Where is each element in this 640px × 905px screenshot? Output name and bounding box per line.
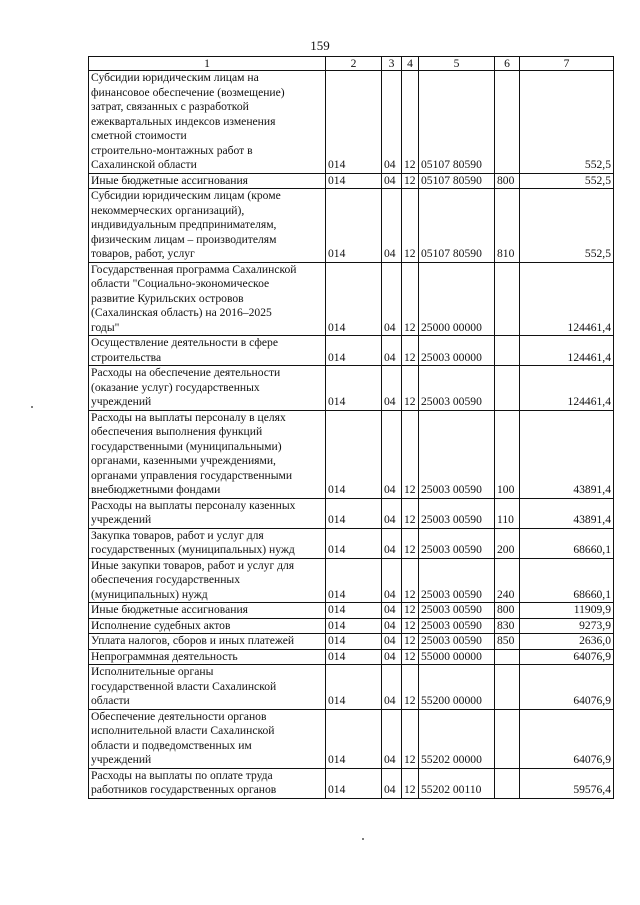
row-section-code: 04 (382, 618, 402, 634)
row-name: Иные закупки товаров, работ и услуг для обеспечения государственных (муниципальных) нужд (89, 558, 326, 603)
header-col-2: 2 (326, 57, 382, 71)
table-row (89, 618, 614, 634)
table-row (89, 603, 614, 619)
row-ministry-code: 014 (326, 709, 382, 768)
row-expense-type (495, 336, 520, 366)
row-section-code: 04 (382, 528, 402, 558)
row-amount: 11909,9 (520, 603, 614, 619)
row-target-article: 55000 00000 (419, 649, 495, 665)
row-amount: 124461,4 (520, 336, 614, 366)
table-row (89, 709, 614, 768)
row-ministry-code: 014 (326, 262, 382, 336)
row-subsection-code: 12 (402, 189, 419, 263)
row-amount: 43891,4 (520, 410, 614, 498)
row-subsection-code: 12 (402, 71, 419, 174)
row-name: Исполнение судебных актов (89, 618, 326, 634)
row-name: Закупка товаров, работ и услуг для государственных (муниципальных) нужд (89, 528, 326, 558)
row-amount: 124461,4 (520, 262, 614, 336)
row-amount: 68660,1 (520, 528, 614, 558)
row-subsection-code: 12 (402, 262, 419, 336)
row-expense-type (495, 768, 520, 798)
row-target-article: 25003 00590 (419, 618, 495, 634)
row-target-article: 05107 80590 (419, 189, 495, 263)
row-ministry-code: 014 (326, 618, 382, 634)
row-subsection-code: 12 (402, 558, 419, 603)
table-row (89, 189, 614, 263)
row-target-article: 55200 00000 (419, 665, 495, 710)
page-number: 159 (310, 38, 330, 53)
row-amount: 124461,4 (520, 366, 614, 411)
row-section-code: 04 (382, 336, 402, 366)
row-subsection-code: 12 (402, 709, 419, 768)
row-target-article: 25003 00590 (419, 634, 495, 650)
table-row (89, 71, 614, 174)
row-ministry-code: 014 (326, 189, 382, 263)
row-name: Расходы на выплаты персоналу казенных учреждений (89, 498, 326, 528)
row-name: Иные бюджетные ассигнования (89, 173, 326, 189)
row-expense-type (495, 649, 520, 665)
scan-speck (362, 838, 364, 840)
row-ministry-code: 014 (326, 366, 382, 411)
row-name: Субсидии юридическим лицам (кроме некоммерческих организаций), индивидуальным предпринимателям, физическим лицам – производителям товаров, работ, услуг (89, 189, 326, 263)
row-expense-type: 850 (495, 634, 520, 650)
table-row (89, 366, 614, 411)
row-amount: 9273,9 (520, 618, 614, 634)
row-expense-type: 240 (495, 558, 520, 603)
row-amount: 43891,4 (520, 498, 614, 528)
row-target-article: 05107 80590 (419, 71, 495, 174)
table-row (89, 634, 614, 650)
row-expense-type: 810 (495, 189, 520, 263)
header-col-4: 4 (402, 57, 419, 71)
row-target-article: 25003 00000 (419, 336, 495, 366)
table-row (89, 173, 614, 189)
row-name: Расходы на выплаты по оплате труда работников государственных органов (89, 768, 326, 798)
scan-speck (31, 406, 33, 408)
row-subsection-code: 12 (402, 768, 419, 798)
header-row (89, 57, 614, 71)
row-expense-type: 110 (495, 498, 520, 528)
header-col-7: 7 (520, 57, 614, 71)
table-row (89, 336, 614, 366)
row-name: Иные бюджетные ассигнования (89, 603, 326, 619)
row-subsection-code: 12 (402, 603, 419, 619)
row-amount: 64076,9 (520, 709, 614, 768)
row-amount: 64076,9 (520, 665, 614, 710)
row-target-article: 55202 00000 (419, 709, 495, 768)
table-row (89, 528, 614, 558)
row-amount: 2636,0 (520, 634, 614, 650)
row-ministry-code: 014 (326, 665, 382, 710)
row-subsection-code: 12 (402, 649, 419, 665)
row-ministry-code: 014 (326, 336, 382, 366)
row-amount: 552,5 (520, 173, 614, 189)
row-section-code: 04 (382, 410, 402, 498)
table-row (89, 649, 614, 665)
row-expense-type (495, 262, 520, 336)
row-ministry-code: 014 (326, 649, 382, 665)
row-target-article: 25003 00590 (419, 603, 495, 619)
row-ministry-code: 014 (326, 528, 382, 558)
row-name: Уплата налогов, сборов и иных платежей (89, 634, 326, 650)
row-ministry-code: 014 (326, 71, 382, 174)
row-amount: 552,5 (520, 189, 614, 263)
row-expense-type: 100 (495, 410, 520, 498)
row-ministry-code: 014 (326, 498, 382, 528)
row-subsection-code: 12 (402, 528, 419, 558)
row-section-code: 04 (382, 498, 402, 528)
row-target-article: 05107 80590 (419, 173, 495, 189)
row-subsection-code: 12 (402, 173, 419, 189)
row-target-article: 25003 00590 (419, 558, 495, 603)
row-name: Обеспечение деятельности органов исполнительной власти Сахалинской области и подведомственных им учреждений (89, 709, 326, 768)
row-subsection-code: 12 (402, 618, 419, 634)
row-name: Расходы на выплаты персоналу в целях обеспечения выполнения функций государственными (муниципальными) органами, казенными учреждениями, органами управления государственными внебюджетными фондами (89, 410, 326, 498)
row-section-code: 04 (382, 768, 402, 798)
row-section-code: 04 (382, 71, 402, 174)
row-target-article: 25003 00590 (419, 410, 495, 498)
row-ministry-code: 014 (326, 173, 382, 189)
table-row (89, 558, 614, 603)
row-ministry-code: 014 (326, 634, 382, 650)
row-ministry-code: 014 (326, 603, 382, 619)
row-target-article: 25003 00590 (419, 498, 495, 528)
row-name: Расходы на обеспечение деятельности (оказание услуг) государственных учреждений (89, 366, 326, 411)
row-section-code: 04 (382, 189, 402, 263)
row-section-code: 04 (382, 665, 402, 710)
row-expense-type: 830 (495, 618, 520, 634)
row-section-code: 04 (382, 366, 402, 411)
table-row (89, 768, 614, 798)
row-name: Субсидии юридическим лицам на финансовое обеспечение (возмещение) затрат, связанных с разработкой ежеквартальных индексов изменения сметной стоимости строительно-монтажных работ в Сахалинской области (89, 71, 326, 174)
row-ministry-code: 014 (326, 768, 382, 798)
row-amount: 59576,4 (520, 768, 614, 798)
table-row (89, 498, 614, 528)
header-col-1: 1 (89, 57, 326, 71)
row-subsection-code: 12 (402, 336, 419, 366)
header-col-3: 3 (382, 57, 402, 71)
row-name: Непрограммная деятельность (89, 649, 326, 665)
row-expense-type: 800 (495, 603, 520, 619)
row-section-code: 04 (382, 262, 402, 336)
budget-table (88, 56, 614, 799)
row-target-article: 25003 00590 (419, 528, 495, 558)
header-col-6: 6 (495, 57, 520, 71)
row-amount: 64076,9 (520, 649, 614, 665)
row-expense-type (495, 71, 520, 174)
row-target-article: 25003 00590 (419, 366, 495, 411)
row-name: Осуществление деятельности в сфере строительства (89, 336, 326, 366)
row-section-code: 04 (382, 603, 402, 619)
row-expense-type: 800 (495, 173, 520, 189)
table-row (89, 410, 614, 498)
table-row (89, 262, 614, 336)
row-section-code: 04 (382, 558, 402, 603)
header-col-5: 5 (419, 57, 495, 71)
row-subsection-code: 12 (402, 366, 419, 411)
row-amount: 552,5 (520, 71, 614, 174)
row-name: Исполнительные органы государственной власти Сахалинской области (89, 665, 326, 710)
row-expense-type (495, 665, 520, 710)
row-ministry-code: 014 (326, 410, 382, 498)
row-ministry-code: 014 (326, 558, 382, 603)
row-subsection-code: 12 (402, 665, 419, 710)
row-amount: 68660,1 (520, 558, 614, 603)
row-subsection-code: 12 (402, 634, 419, 650)
row-section-code: 04 (382, 649, 402, 665)
row-expense-type (495, 366, 520, 411)
row-target-article: 55202 00110 (419, 768, 495, 798)
row-subsection-code: 12 (402, 498, 419, 528)
row-target-article: 25000 00000 (419, 262, 495, 336)
table-row (89, 665, 614, 710)
row-section-code: 04 (382, 709, 402, 768)
row-section-code: 04 (382, 634, 402, 650)
row-name: Государственная программа Сахалинской области "Социально-экономическое развитие Курильских островов (Сахалинская область) на 2016–2025 годы" (89, 262, 326, 336)
row-expense-type: 200 (495, 528, 520, 558)
row-section-code: 04 (382, 173, 402, 189)
row-subsection-code: 12 (402, 410, 419, 498)
row-expense-type (495, 709, 520, 768)
